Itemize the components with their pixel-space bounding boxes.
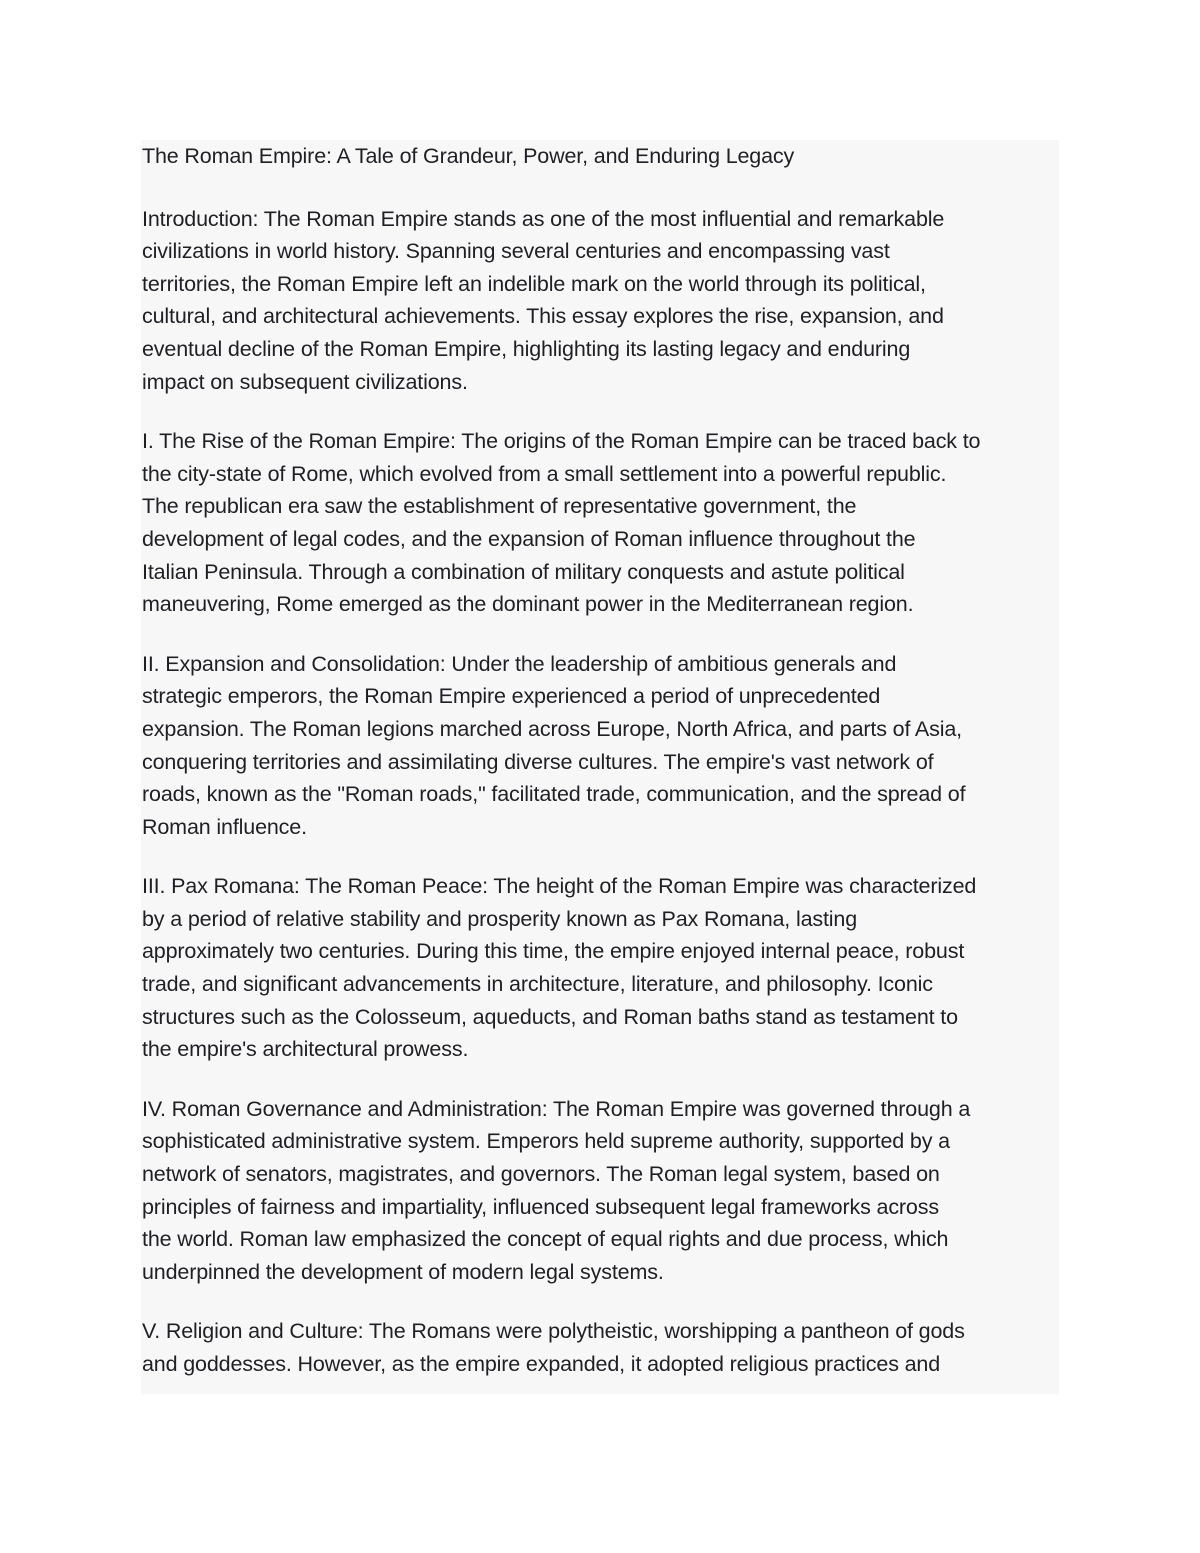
- paragraph-introduction: [142, 203, 1059, 399]
- paragraph-line: cultural, and architectural achievements. This essay explores the rise, expansion, and: [142, 304, 944, 329]
- paragraph-line: strategic emperors, the Roman Empire experienced a period of unprecedented: [142, 684, 881, 709]
- paragraph-religion: [142, 1315, 1059, 1380]
- paragraph-governance: [142, 1093, 1059, 1289]
- text-block: [141, 140, 1059, 1394]
- paragraph-line: Italian Peninsula. Through a combination of military conquests and astute political: [142, 559, 905, 584]
- paragraph-line: The republican era saw the establishment of representative government, the: [142, 494, 857, 519]
- paragraph-expansion: [142, 648, 1059, 844]
- paragraph-line: the city-state of Rome, which evolved from a small settlement into a powerful republic.: [142, 461, 947, 486]
- paragraph-line: III. Pax Romana: The Roman Peace: The height of the Roman Empire was characterized: [142, 874, 977, 899]
- paragraph-line: I. The Rise of the Roman Empire: The origins of the Roman Empire can be traced back to: [142, 429, 981, 454]
- paragraph-line: network of senators, magistrates, and governors. The Roman legal system, based on: [142, 1162, 940, 1187]
- document-title: The Roman Empire: A Tale of Grandeur, Power, and Enduring Legacy: [142, 144, 795, 168]
- paragraph-line: the world. Roman law emphasized the concept of equal rights and due process, which: [142, 1227, 949, 1252]
- paragraph-line: approximately two centuries. During this time, the empire enjoyed internal peace, robust: [142, 939, 965, 964]
- paragraph-line: expansion. The Roman legions marched across Europe, North Africa, and parts of Asia,: [142, 716, 962, 741]
- paragraph-line: V. Religion and Culture: The Romans were polytheistic, worshipping a pantheon of gods: [142, 1319, 965, 1344]
- paragraph-pax-romana: [142, 870, 1059, 1066]
- paragraph-rise: [142, 425, 1059, 621]
- paragraph-line: principles of fairness and impartiality, influenced subsequent legal frameworks across: [142, 1194, 939, 1219]
- paragraph-line: trade, and significant advancements in architecture, literature, and philosophy. Iconic: [142, 972, 933, 997]
- paragraph-line: civilizations in world history. Spanning several centuries and encompassing vast: [142, 239, 890, 264]
- paragraph-line: maneuvering, Rome emerged as the dominant power in the Mediterranean region.: [142, 592, 914, 617]
- paragraph-line: roads, known as the "Roman roads," facilitated trade, communication, and the spread of: [142, 782, 966, 807]
- paragraph-line: development of legal codes, and the expansion of Roman influence throughout the: [142, 526, 916, 551]
- paragraph-line: eventual decline of the Roman Empire, highlighting its lasting legacy and enduring: [142, 336, 911, 361]
- paragraph-line: and goddesses. However, as the empire expanded, it adopted religious practices and: [142, 1352, 941, 1376]
- paragraph-line: IV. Roman Governance and Administration: The Roman Empire was governed through a: [142, 1096, 971, 1121]
- paragraph-line: conquering territories and assimilating diverse cultures. The empire's vast network of: [142, 749, 934, 774]
- paragraph-line: the empire's architectural prowess.: [142, 1037, 469, 1062]
- paragraph-line: structures such as the Colosseum, aqueducts, and Roman baths stand as testament to: [142, 1004, 958, 1029]
- paragraph-line: Introduction: The Roman Empire stands as one of the most influential and remarkable: [142, 206, 945, 231]
- paragraph-line: underpinned the development of modern legal systems.: [142, 1259, 664, 1284]
- paragraph-line: Roman influence.: [142, 814, 307, 839]
- paragraph-line: by a period of relative stability and prosperity known as Pax Romana, lasting: [142, 906, 858, 931]
- paragraph-line: territories, the Roman Empire left an indelible mark on the world through its political,: [142, 271, 926, 296]
- paragraph-line: impact on subsequent civilizations.: [142, 369, 468, 394]
- paragraph-line: sophisticated administrative system. Emperors held supreme authority, supported by a: [142, 1129, 950, 1154]
- paragraph-line: II. Expansion and Consolidation: Under the leadership of ambitious generals and: [142, 651, 897, 676]
